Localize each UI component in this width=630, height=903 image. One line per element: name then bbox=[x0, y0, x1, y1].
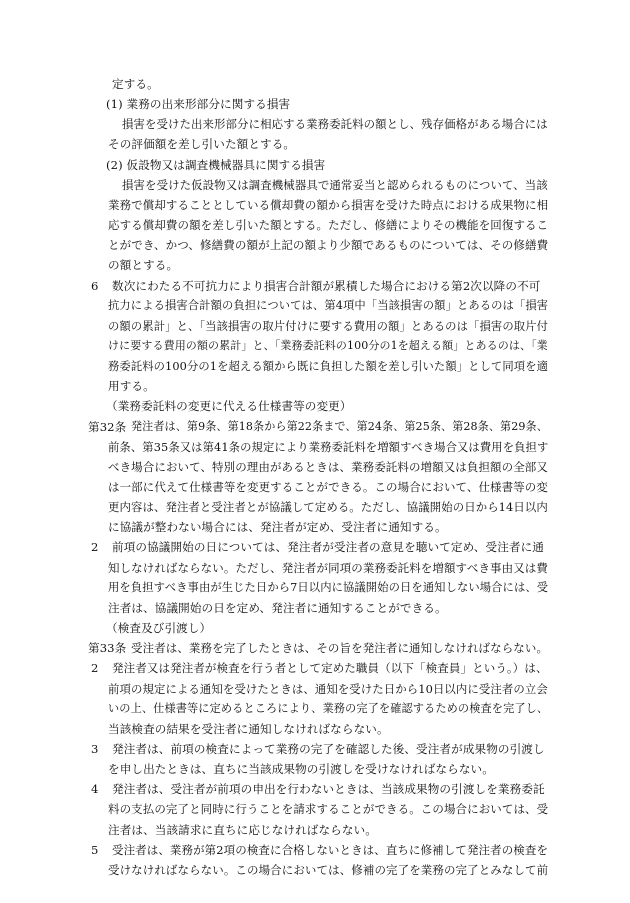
text-line bbox=[0, 537, 630, 557]
line-text: (1) 業務の出来形部分に関する損害 bbox=[106, 97, 291, 112]
line-text: （業務委託料の変更に代える仕様書等の変更） bbox=[106, 399, 352, 414]
line-text: 受けなければならない。この場合においては、修補の完了を業務の完了とみなして前 bbox=[108, 862, 549, 877]
line-text: 受注者は、業務を完了したときは、その旨を発注者に通知しなければならない。 bbox=[131, 641, 549, 656]
clause-number: 2 bbox=[91, 661, 99, 676]
text-line bbox=[0, 155, 630, 175]
text-line bbox=[0, 356, 630, 376]
line-text: （検査及び引渡し） bbox=[106, 621, 212, 636]
text-line bbox=[0, 497, 630, 517]
clause-number: 第32条 bbox=[88, 419, 127, 434]
line-text: 注者は、協議開始の日を定め、発注者に通知することができる。 bbox=[108, 600, 447, 615]
line-text: とができ、かつ、修繕費の額が上記の額より少額であるものについては、その修繕費 bbox=[108, 238, 549, 253]
line-text: 損害を受けた仮設物又は調査機械器具で通常妥当と認められるものについて、当該 bbox=[122, 177, 548, 192]
text-line bbox=[0, 558, 630, 578]
line-text: 務委託料の100分の1を超える額から既に負担した額を差し引いた額」として同項を適 bbox=[108, 359, 549, 374]
line-text: は一部に代えて仕様書等を変更することができる。この場合において、仕様書等の変 bbox=[108, 480, 548, 494]
text-line bbox=[0, 759, 630, 779]
line-text: 用する。 bbox=[108, 379, 155, 394]
text-line bbox=[0, 74, 630, 94]
text-line bbox=[0, 235, 630, 255]
line-text: 業務で償却することとしている償却費の額から損害を受けた時点における成果物に相 bbox=[108, 197, 549, 212]
line-text: 前項の協議開始の日については、発注者が受注者の意見を聴いて定め、受注者に通 bbox=[112, 540, 544, 555]
text-line bbox=[0, 195, 630, 215]
text-line bbox=[0, 840, 630, 860]
line-text: 定する。 bbox=[112, 77, 159, 91]
line-text: 抗力による損害合計額の負担については、第4項中「当該損害の額」とあるのは「損害 bbox=[108, 298, 549, 312]
line-text: 発注者は、第9条、第18条から第22条まで、第24条、第25条、第28条、第29条、 bbox=[131, 419, 548, 433]
text-line bbox=[0, 457, 630, 477]
line-text: 当該検査の結果を受注者に通知しなければならない。 bbox=[108, 721, 389, 736]
text-line bbox=[0, 175, 630, 195]
text-line bbox=[0, 114, 630, 134]
text-line bbox=[0, 376, 630, 396]
text-line bbox=[0, 638, 630, 658]
line-text: 用を負担すべき事由が生じた日から7日以内に協議開始の日を通知しない場合には、受 bbox=[108, 580, 549, 594]
line-text: 損害を受けた出来形部分に相応する業務委託料の額とし、残存価格がある場合には bbox=[122, 117, 548, 132]
line-text: べき場合において、特別の理由があるときは、業務委託料の増額又は負担額の全部又 bbox=[108, 459, 548, 474]
text-line bbox=[0, 820, 630, 840]
line-text: 料の支払の完了と同時に行うことを請求することができる。この場合においては、受 bbox=[108, 802, 549, 817]
line-text: 発注者は、前項の検査によって業務の完了を確認した後、受注者が成果物の引渡し bbox=[112, 741, 545, 756]
line-text: の額とする。 bbox=[108, 258, 179, 273]
line-text: その評価額を差し引いた額とする。 bbox=[108, 137, 296, 152]
line-text: 更内容は、発注者と受注者とが協議して定める。ただし、協議開始の日から14日以内 bbox=[108, 500, 548, 515]
line-text: (2) 仮設物又は調査機械器具に関する損害 bbox=[106, 157, 326, 172]
line-text: 発注者は、受注者が前項の申出を行わないときは、当該成果物の引渡しを業務委託 bbox=[112, 782, 545, 797]
text-line bbox=[0, 296, 630, 316]
text-line bbox=[0, 779, 630, 799]
clause-number: 2 bbox=[91, 540, 99, 555]
line-text: の額の累計」と、「当該損害の取片付けに要する費用の額」とあるのは「損害の取片付 bbox=[108, 318, 549, 333]
text-line bbox=[0, 517, 630, 537]
line-text: 発注者又は発注者が検査を行う者として定めた職員（以下「検査員」という。）は、 bbox=[112, 661, 548, 676]
text-line bbox=[0, 860, 630, 880]
text-line bbox=[0, 255, 630, 275]
line-text: に協議が整わない場合には、発注者が定め、受注者に通知する。 bbox=[108, 520, 447, 535]
line-text: 受注者は、業務が第2項の検査に合格しないときは、直ちに修補して発注者の検査を bbox=[112, 842, 549, 857]
text-line bbox=[0, 578, 630, 598]
text-line bbox=[0, 396, 630, 416]
line-text: けに要する費用の額の累計」と、「業務委託料の100分の1を超える額」とあるのは、「業 bbox=[108, 338, 548, 352]
text-line bbox=[0, 437, 630, 457]
clause-number: 6 bbox=[91, 278, 99, 293]
text-line bbox=[0, 739, 630, 759]
line-text: 数次にわたる不可抗力により損害合計額が累積した場合における第2次以降の不可 bbox=[112, 278, 541, 293]
line-text: 前項の規定による通知を受けたときは、通知を受けた日から10日以内に受注者の立会 bbox=[108, 681, 548, 696]
text-line bbox=[0, 719, 630, 739]
text-line bbox=[0, 215, 630, 235]
line-text: 前条、第35条又は第41条の規定により業務委託料を増額すべき場合又は費用を負担す bbox=[108, 439, 549, 454]
text-line bbox=[0, 679, 630, 699]
text-line bbox=[0, 618, 630, 638]
line-text: 注者は、当該請求に直ちに応じなければならない。 bbox=[108, 822, 377, 837]
clause-number: 3 bbox=[91, 741, 99, 756]
line-text: 知しなければならない。ただし、発注者が同項の業務委託料を増額すべき事由又は費 bbox=[108, 560, 548, 575]
clause-number: 第33条 bbox=[88, 641, 127, 656]
clause-number: 5 bbox=[91, 842, 99, 857]
line-text: 応する償却費の額を差し引いた額とする。ただし、修繕によりその機能を回復するこ bbox=[108, 218, 549, 233]
text-line bbox=[0, 276, 630, 296]
text-line bbox=[0, 799, 630, 819]
text-line bbox=[0, 598, 630, 618]
line-text: いの上、仕様書等に定めるところにより、業務の完了を確認するための検査を完了し、 bbox=[108, 701, 549, 715]
text-line bbox=[0, 417, 630, 437]
text-line bbox=[0, 134, 630, 154]
text-line bbox=[0, 477, 630, 497]
text-line bbox=[0, 94, 630, 114]
text-line bbox=[0, 699, 630, 719]
text-line bbox=[0, 658, 630, 678]
line-text: を申し出たときは、直ちに当該成果物の引渡しを受けなければならない。 bbox=[108, 762, 494, 777]
text-line bbox=[0, 316, 630, 336]
text-line bbox=[0, 336, 630, 356]
clause-number: 4 bbox=[91, 782, 99, 797]
